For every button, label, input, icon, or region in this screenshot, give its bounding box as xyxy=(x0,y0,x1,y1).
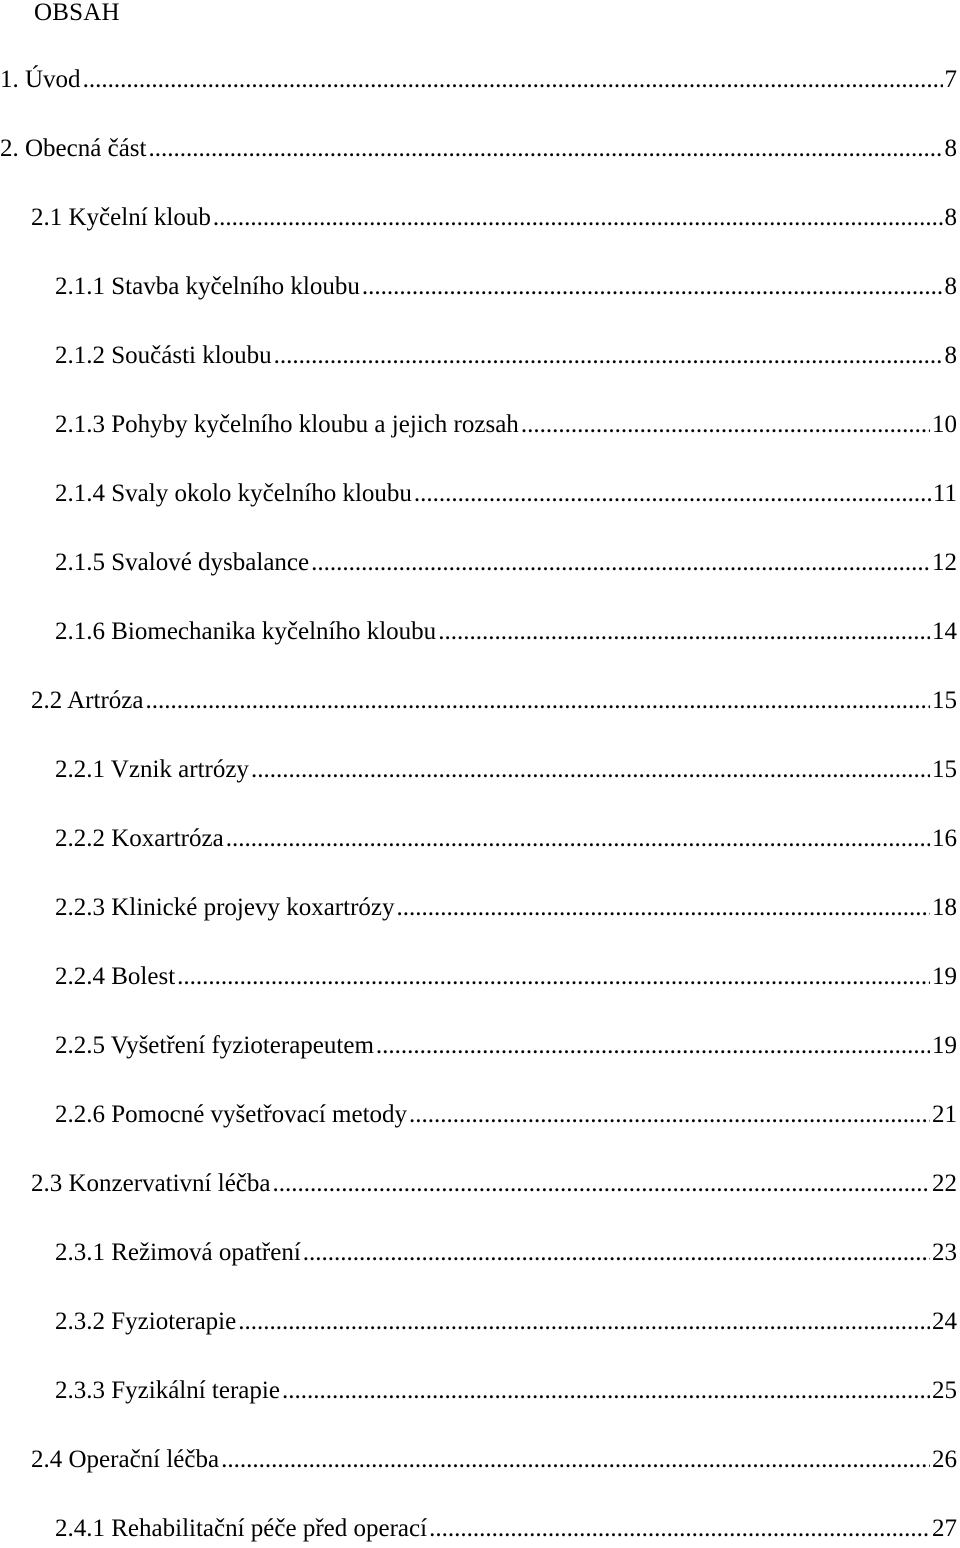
toc-entry-page: 16 xyxy=(932,825,957,852)
toc-dot-leader xyxy=(362,271,943,303)
toc-entry-label: 2.4 Operační léčba xyxy=(31,1446,220,1473)
toc-entry[interactable] xyxy=(55,409,957,441)
toc-dot-leader xyxy=(311,547,930,579)
toc-entry-page: 24 xyxy=(932,1308,957,1335)
toc-entry-page: 8 xyxy=(944,342,957,369)
toc-entry[interactable] xyxy=(55,478,957,510)
toc-entry-page: 8 xyxy=(944,135,957,162)
toc-dot-leader xyxy=(414,478,931,510)
toc-entry-page: 12 xyxy=(932,549,957,576)
toc-dot-leader xyxy=(145,685,930,717)
toc-entry[interactable] xyxy=(55,1237,957,1269)
toc-entry-page: 8 xyxy=(944,204,957,231)
toc-entry-label: 2.1 Kyčelní kloub xyxy=(31,204,211,231)
toc-entry-page: 10 xyxy=(932,411,957,438)
toc-entry-page: 15 xyxy=(932,687,957,714)
toc-entry[interactable] xyxy=(55,961,957,993)
toc-entry-page: 19 xyxy=(932,963,957,990)
toc-entry[interactable] xyxy=(55,271,957,303)
toc-entry-page: 22 xyxy=(932,1170,957,1197)
toc-entry-page: 26 xyxy=(932,1446,957,1473)
toc-entry-label: 2.2.6 Pomocné vyšetřovací metody xyxy=(55,1101,408,1128)
toc-dot-leader xyxy=(303,1237,930,1269)
toc-entry-label: 2.1.1 Stavba kyčelního kloubu xyxy=(55,273,360,300)
toc-entry-label: 2.1.3 Pohyby kyčelního kloubu a jejich rozsah xyxy=(55,411,519,438)
toc-entry-label: 2.1.4 Svaly okolo kyčelního kloubu xyxy=(55,480,412,507)
toc-dot-leader xyxy=(438,616,930,648)
toc-entry-page: 23 xyxy=(932,1239,957,1266)
toc-dot-leader xyxy=(83,64,943,96)
toc-dot-leader xyxy=(274,340,943,372)
toc-entry[interactable] xyxy=(31,1168,957,1200)
toc-dot-leader xyxy=(238,1306,930,1338)
toc-entry[interactable] xyxy=(55,754,957,786)
toc-entry-page: 25 xyxy=(932,1377,957,1404)
toc-entry-page: 15 xyxy=(932,756,957,783)
toc-dot-leader xyxy=(213,202,943,234)
toc-dot-leader xyxy=(521,409,930,441)
toc-entry-page: 27 xyxy=(932,1515,957,1542)
toc-entry-label: 2.3.3 Fyzikální terapie xyxy=(55,1377,280,1404)
toc-entry-label: 1. Úvod xyxy=(0,66,81,93)
toc-heading: OBSAH xyxy=(34,0,120,26)
toc-dot-leader xyxy=(251,754,930,786)
toc-entry-label: 2. Obecná část xyxy=(0,135,147,162)
toc-entry[interactable] xyxy=(55,1375,957,1407)
toc-dot-leader xyxy=(397,892,931,924)
toc-dot-leader xyxy=(221,1444,930,1476)
toc-entry[interactable] xyxy=(31,1444,957,1476)
toc-entry-page: 19 xyxy=(932,1032,957,1059)
toc-dot-leader xyxy=(409,1099,930,1131)
toc-entry-page: 8 xyxy=(944,273,957,300)
toc-entry[interactable] xyxy=(0,64,957,96)
toc-entry[interactable] xyxy=(55,1306,957,1338)
toc-entry[interactable] xyxy=(55,1030,957,1062)
toc-dot-leader xyxy=(429,1513,930,1545)
toc-entry-label: 2.1.5 Svalové dysbalance xyxy=(55,549,310,576)
toc-entry-label: 2.3.1 Režimová opatření xyxy=(55,1239,301,1266)
toc-entry-page: 18 xyxy=(932,894,957,921)
toc-entry[interactable] xyxy=(31,202,957,234)
toc-entry-label: 2.2.5 Vyšetření fyzioterapeutem xyxy=(55,1032,374,1059)
toc-entry-label: 2.3 Konzervativní léčba xyxy=(31,1170,271,1197)
toc-entry[interactable] xyxy=(55,823,957,855)
toc-entry[interactable] xyxy=(55,340,957,372)
toc-entry[interactable] xyxy=(55,1513,957,1545)
toc-entry-label: 2.2 Artróza xyxy=(31,687,144,714)
toc-entry-label: 2.3.2 Fyzioterapie xyxy=(55,1308,237,1335)
toc-entry-page: 7 xyxy=(944,66,957,93)
toc-dot-leader xyxy=(226,823,930,855)
toc-entry-label: 2.2.4 Bolest xyxy=(55,963,176,990)
toc-entry[interactable] xyxy=(55,616,957,648)
toc-dot-leader xyxy=(376,1030,930,1062)
toc-entry[interactable] xyxy=(0,133,957,165)
toc-dot-leader xyxy=(177,961,930,993)
toc-entry[interactable] xyxy=(55,547,957,579)
toc-entry[interactable] xyxy=(55,1099,957,1131)
toc-entry-label: 2.4.1 Rehabilitační péče před operací xyxy=(55,1515,428,1542)
toc-entry[interactable] xyxy=(31,685,957,717)
toc-dot-leader xyxy=(273,1168,931,1200)
toc-entry-label: 2.1.2 Součásti kloubu xyxy=(55,342,272,369)
toc-entry-page: 14 xyxy=(932,618,957,645)
toc-entry-label: 2.2.2 Koxartróza xyxy=(55,825,224,852)
toc-entry-label: 2.2.1 Vznik artrózy xyxy=(55,756,249,783)
toc-dot-leader xyxy=(148,133,942,165)
toc-entry-label: 2.1.6 Biomechanika kyčelního kloubu xyxy=(55,618,437,645)
toc-dot-leader xyxy=(282,1375,930,1407)
toc-entry-label: 2.2.3 Klinické projevy koxartrózy xyxy=(55,894,395,921)
toc-entry-page: 21 xyxy=(932,1101,957,1128)
toc-entry[interactable] xyxy=(55,892,957,924)
toc-entry-page: 11 xyxy=(932,480,957,507)
